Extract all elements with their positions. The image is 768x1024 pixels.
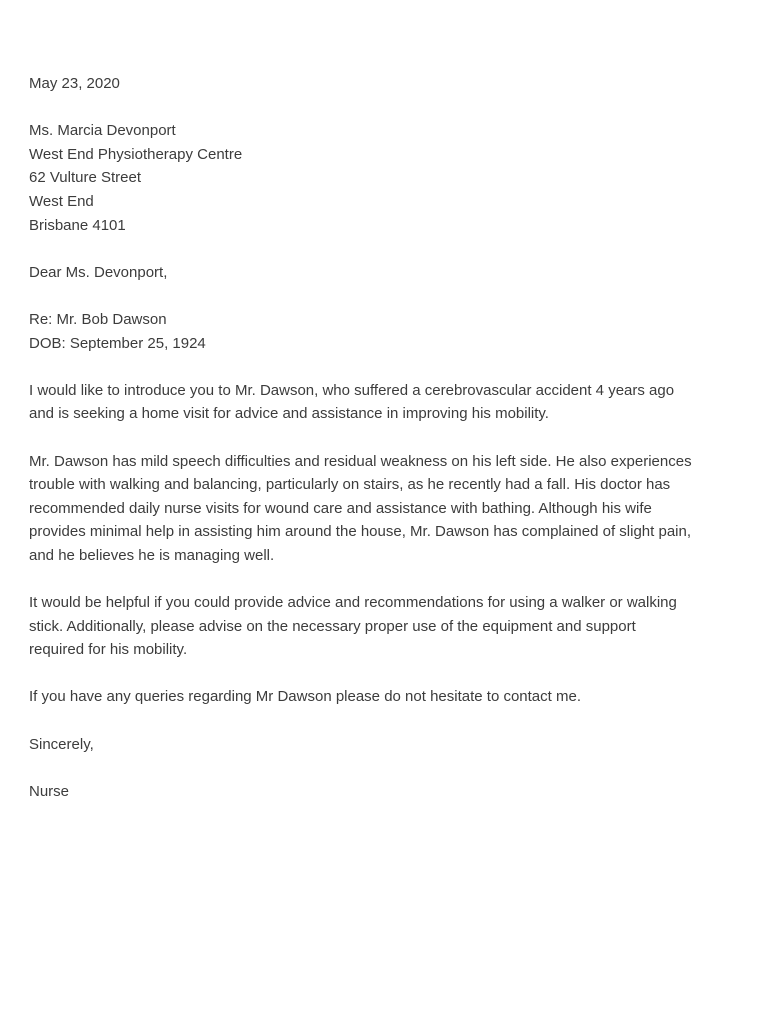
body-paragraph-condition: [29, 450, 741, 568]
recipient-suburb: West End: [29, 192, 94, 210]
reference-block: [29, 308, 741, 355]
body-paragraph-request: [29, 591, 741, 662]
paragraph-line: trouble with walking and balancing, particularly on stairs, as he recently had a fall. His doctor has: [29, 476, 671, 494]
body-paragraph-contact: [29, 685, 741, 709]
paragraph-line: recommended daily nurse visits for wound care and assistance with bathing. Although his wife: [29, 499, 652, 517]
recipient-name: Ms. Marcia Devonport: [29, 122, 176, 140]
letter-date: May 23, 2020: [29, 75, 120, 92]
signature-block: [29, 780, 741, 804]
paragraph-line: If you have any queries regarding Mr Dawson please do not hesitate to contact me.: [29, 688, 581, 706]
paragraph-line: I would like to introduce you to Mr. Dawson, who suffered a cerebrovascular accident 4 years ago: [29, 381, 675, 399]
paragraph-line: required for his mobility.: [29, 641, 188, 659]
signature: Nurse: [29, 782, 70, 800]
paragraph-line: stick. Additionally, please advise on the necessary proper use of the equipment and support: [29, 617, 636, 635]
recipient-city-postcode: Brisbane 4101: [29, 216, 126, 234]
letter: [29, 72, 741, 827]
body-paragraph-introduction: [29, 379, 741, 426]
letter-date-block: [29, 72, 741, 96]
recipient-organization: West End Physiotherapy Centre: [29, 145, 243, 163]
paragraph-line: provides minimal help in assisting him around the house, Mr. Dawson has complained of slight pain,: [29, 523, 692, 541]
reference-patient: Re: Mr. Bob Dawson: [29, 310, 167, 328]
salutation: Dear Ms. Devonport,: [29, 263, 168, 281]
closing: Sincerely,: [29, 735, 94, 753]
paragraph-line: and he believes he is managing well.: [29, 546, 275, 564]
paragraph-line: and is seeking a home visit for advice and assistance in improving his mobility.: [29, 405, 549, 423]
paragraph-line: Mr. Dawson has mild speech difficulties and residual weakness on his left side. He also experiences: [29, 452, 692, 470]
closing-block: [29, 733, 741, 757]
paragraph-line: It would be helpful if you could provide advice and recommendations for using a walker or walking: [29, 594, 677, 612]
reference-dob: DOB: September 25, 1924: [29, 334, 206, 352]
recipient-address: [29, 119, 741, 237]
recipient-street: 62 Vulture Street: [29, 169, 142, 187]
salutation-block: [29, 261, 741, 285]
